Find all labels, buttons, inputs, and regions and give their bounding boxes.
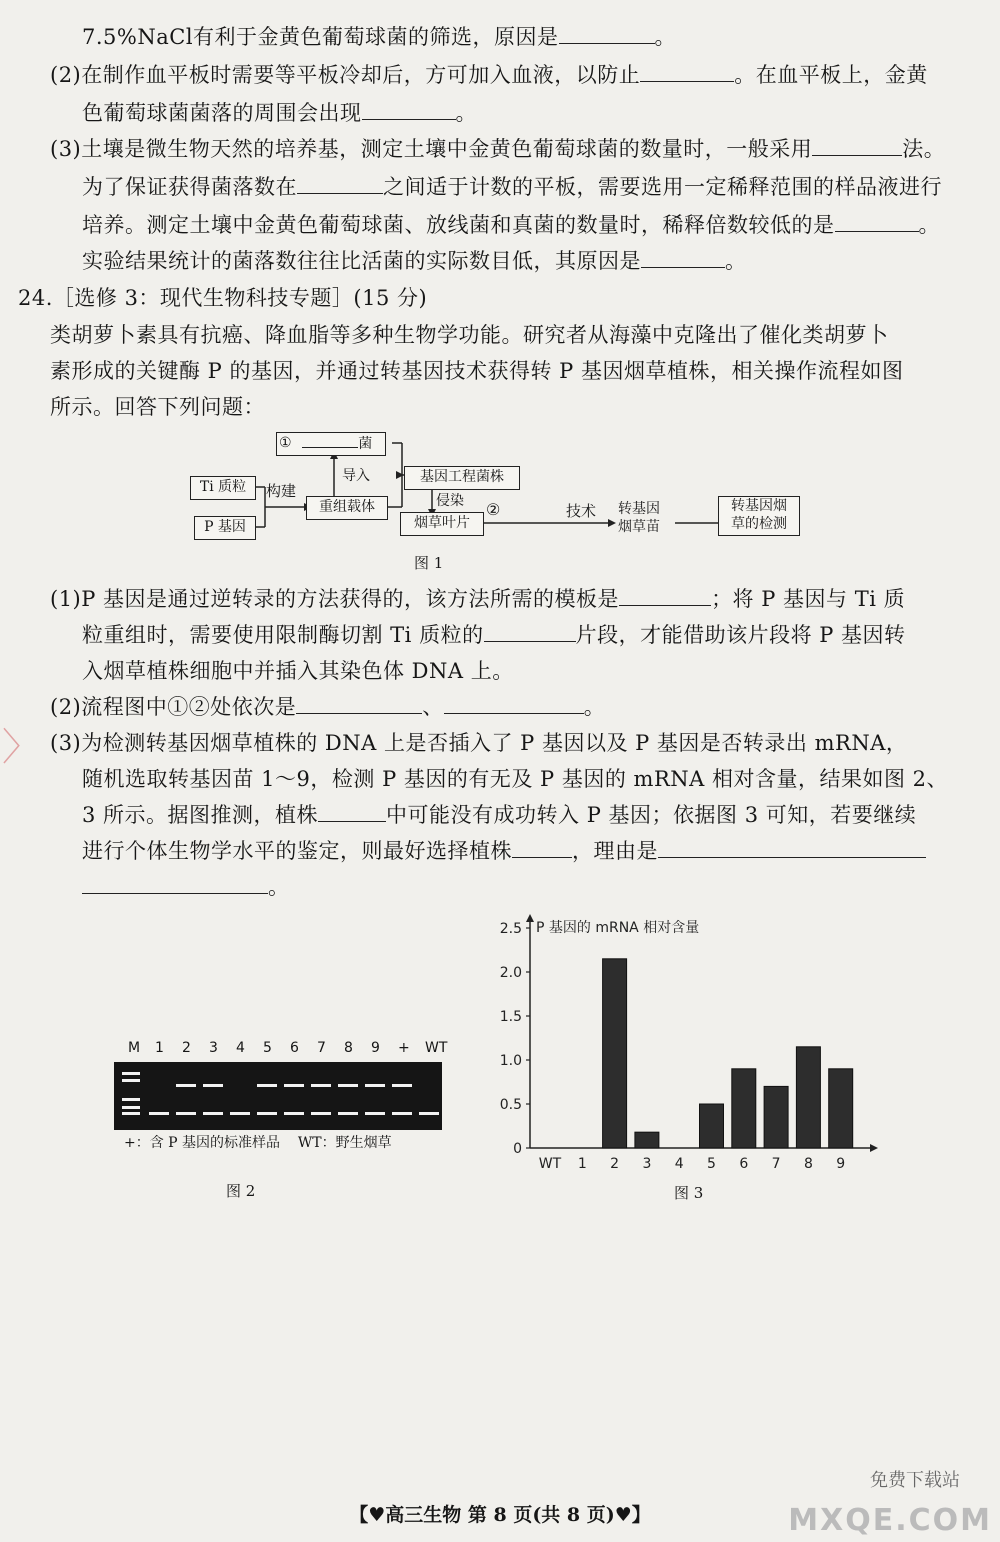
gel-lane-label: 8 [344,1040,353,1056]
answer-blank[interactable] [82,873,268,894]
flow-box-engineered-strain: 基因工程菌株 [404,466,520,490]
gel-band-lower [257,1112,277,1115]
q24-para-line2: 素形成的关键酶 P 的基因，并通过转基因技术获得转 P 基因烟草植株，相关操作流程如图 [50,359,904,383]
gel-lane-label: 6 [290,1040,299,1056]
gel-band-lower [419,1112,439,1115]
flow-box-recombinant-vector: 重组载体 [306,496,388,520]
gel-band-lower [230,1112,250,1115]
gel-band-p-gene [311,1084,331,1087]
q24-1-line2: 粒重组时，需要使用限制酶切割 Ti 质粒的 片段，才能借助该片段将 P 基因转 [82,623,906,647]
x-tick-label: 5 [707,1156,716,1172]
answer-blank[interactable] [812,135,902,156]
gel-marker-band [122,1072,140,1075]
y-tick-label: 1.0 [499,1053,522,1069]
answer-blank[interactable] [619,585,711,606]
q24-3-line4: 进行个体生物学水平的鉴定，则最好选择植株 ，理由是 [82,836,926,866]
x-tick-label: 3 [642,1156,652,1172]
gel-marker-band [122,1079,140,1082]
y-tick-label: 0 [513,1141,522,1157]
x-tick-label: 1 [577,1156,587,1172]
flow-node-transgenic-seedling: 转基因 烟草苗 [618,501,660,535]
bar-2 [603,959,627,1148]
gel-band-lower [203,1112,223,1115]
y-axis-arrow [526,914,534,922]
flow-box-tobacco-leaf: 烟草叶片 [400,512,484,536]
y-tick-label: 1.5 [499,1009,522,1025]
flow-box-p-gene: P 基因 [194,516,256,540]
x-tick-label: WT [538,1156,562,1172]
watermark-text: 免费下载站 [870,1470,960,1491]
answer-blank[interactable] [296,693,422,714]
gel-lane-label: 9 [371,1040,380,1056]
gel-lane-label: WT [425,1040,448,1056]
answer-blank[interactable] [559,23,655,44]
q23-line5: 为了保证获得菌落数在 之间适于计数的平板，需要选用一定稀释范围的样品液进行 [82,175,942,199]
flow-label-step2: ② [486,500,501,519]
bar-6 [732,1069,756,1148]
gel-lane-label: 3 [209,1040,218,1056]
figure-2-caption: 图 2 [226,1182,256,1200]
gel-band-lower [365,1112,385,1115]
q24-para-line3: 所示。回答下列问题： [50,395,265,419]
x-tick-label: 9 [836,1156,846,1172]
figure-1-caption: 图 1 [414,554,444,572]
gel-lane-label: 7 [317,1040,326,1056]
chart-title: P 基因的 mRNA 相对含量 [536,920,700,936]
bar-3 [635,1132,659,1148]
answer-blank[interactable] [297,173,383,194]
x-tick-label: 8 [803,1156,813,1172]
gel-lane-label: 1 [155,1040,164,1056]
gel-band-p-gene [257,1084,277,1087]
answer-blank[interactable] [362,99,456,120]
mrna-bar-chart [488,904,888,1174]
q23-line7: 实验结果统计的菌落数往往比活菌的实际数目低，其原因是 。 [82,249,747,273]
q24-1-line1: (1)P 基因是通过逆转录的方法获得的，该方法所需的模板是 ；将 P 基因与 Ti 质 [50,587,906,611]
q24-3-line2: 随机选取转基因苗 1～9，检测 P 基因的有无及 P 基因的 mRNA 相对含量，结果如图 2、 [82,767,949,791]
gel-band-lower [338,1112,358,1115]
gel-lane-label: + [398,1040,410,1056]
x-axis-arrow [870,1144,878,1152]
flow-box-detection: 转基因烟 草的检测 [718,496,800,536]
flow-box-bacteria: ① 菌 [276,432,386,456]
q24-3-line3: 3 所示。据图推测，植株 中可能没有成功转入 P 基因；依据图 3 可知，若要继续 [82,803,917,827]
y-tick-label: 2.0 [499,965,522,981]
bar-7 [764,1086,788,1148]
gel-band-lower [149,1112,169,1115]
gel-band-lower [176,1112,196,1115]
bar-9 [829,1069,853,1148]
answer-blank[interactable] [318,801,386,822]
bar-8 [796,1047,820,1148]
flow-label-technique: 技术 [566,502,597,520]
q24-2-line: (2)流程图中①②处依次是 、 。 [50,695,606,719]
q23-line2: (2)在制作血平板时需要等平板冷却后，方可加入血液，以防止 。在血平板上，金黄 [50,63,928,87]
gel-lane-labels [118,1040,448,1062]
gel-lane-label: 2 [182,1040,191,1056]
y-tick-label: 2.5 [499,921,522,937]
x-tick-label: 6 [739,1156,749,1172]
flow-label-infect: 侵染 [436,493,464,509]
x-tick-label: 7 [771,1156,781,1172]
gel-band-p-gene [338,1084,358,1087]
bar-5 [700,1104,724,1148]
gel-lane-label: M [128,1040,141,1056]
q23-line4: (3)土壤是微生物天然的培养基，测定土壤中金黄色葡萄球菌的数量时，一般采用 法。 [50,137,946,161]
watermark-site: MXQE.COM [788,1503,992,1538]
x-tick-label: 2 [610,1156,620,1172]
gel-image [114,1062,442,1132]
q23-line1: 7.5%NaCl有利于金黄色葡萄球菌的筛选，原因是 。 [82,25,677,49]
q24-1-line3: 入烟草植株细胞中并插入其染色体 DNA 上。 [82,659,514,683]
answer-blank[interactable] [658,837,926,858]
q24-3-line5: 。 [82,872,290,902]
gel-band-p-gene [365,1084,385,1087]
gel-lane-label: 5 [263,1040,272,1056]
flow-box-ti-plasmid: Ti 质粒 [190,476,256,500]
q24-3-line1: (3)为检测转基因烟草植株的 DNA 上是否插入了 P 基因以及 P 基因是否转录出 mRNA， [50,731,908,755]
x-tick-label: 4 [674,1156,684,1172]
answer-blank[interactable] [444,693,584,714]
gel-band-lower [284,1112,304,1115]
gel-lane-label: 4 [236,1040,245,1056]
y-tick-label: 0.5 [499,1097,522,1113]
gel-band-p-gene [392,1084,412,1087]
figure-3-caption: 图 3 [674,1184,704,1202]
q23-line6: 培养。测定土壤中金黄色葡萄球菌、放线菌和真菌的数量时，稀释倍数较低的是 。 [82,213,940,237]
answer-blank[interactable] [640,61,734,82]
gel-legend: +：含 P 基因的标准样品 WT：野生烟草 [124,1135,392,1151]
gel-band-lower [311,1112,331,1115]
gel-band-lower [392,1112,412,1115]
flow-label-import: 导入 [342,468,370,484]
gel-marker-band [122,1106,140,1109]
q23-line3: 色葡萄球菌菌落的周围会出现 。 [82,101,477,125]
q24-para-line1: 类胡萝卜素具有抗癌、降血脂等多种生物学功能。研究者从海藻中克隆出了催化类胡萝卜 [50,323,889,347]
answer-blank[interactable] [641,247,725,268]
gel-band-p-gene [176,1084,196,1087]
flow-label-build: 构建 [266,482,297,500]
answer-blank[interactable] [484,621,576,642]
answer-blank[interactable] [835,211,919,232]
gel-marker-band [122,1112,140,1115]
margin-bracket-mark: 〉 [2,725,41,769]
gel-band-p-gene [203,1084,223,1087]
page-footer: 【♥高三生物 第 8 页(共 8 页)♥】 [349,1504,651,1526]
answer-blank[interactable] [512,837,572,858]
q24-title: 24.［选修 3：现代生物科技专题］(15 分) [18,286,428,310]
gel-band-p-gene [284,1084,304,1087]
gel-marker-band [122,1098,140,1101]
